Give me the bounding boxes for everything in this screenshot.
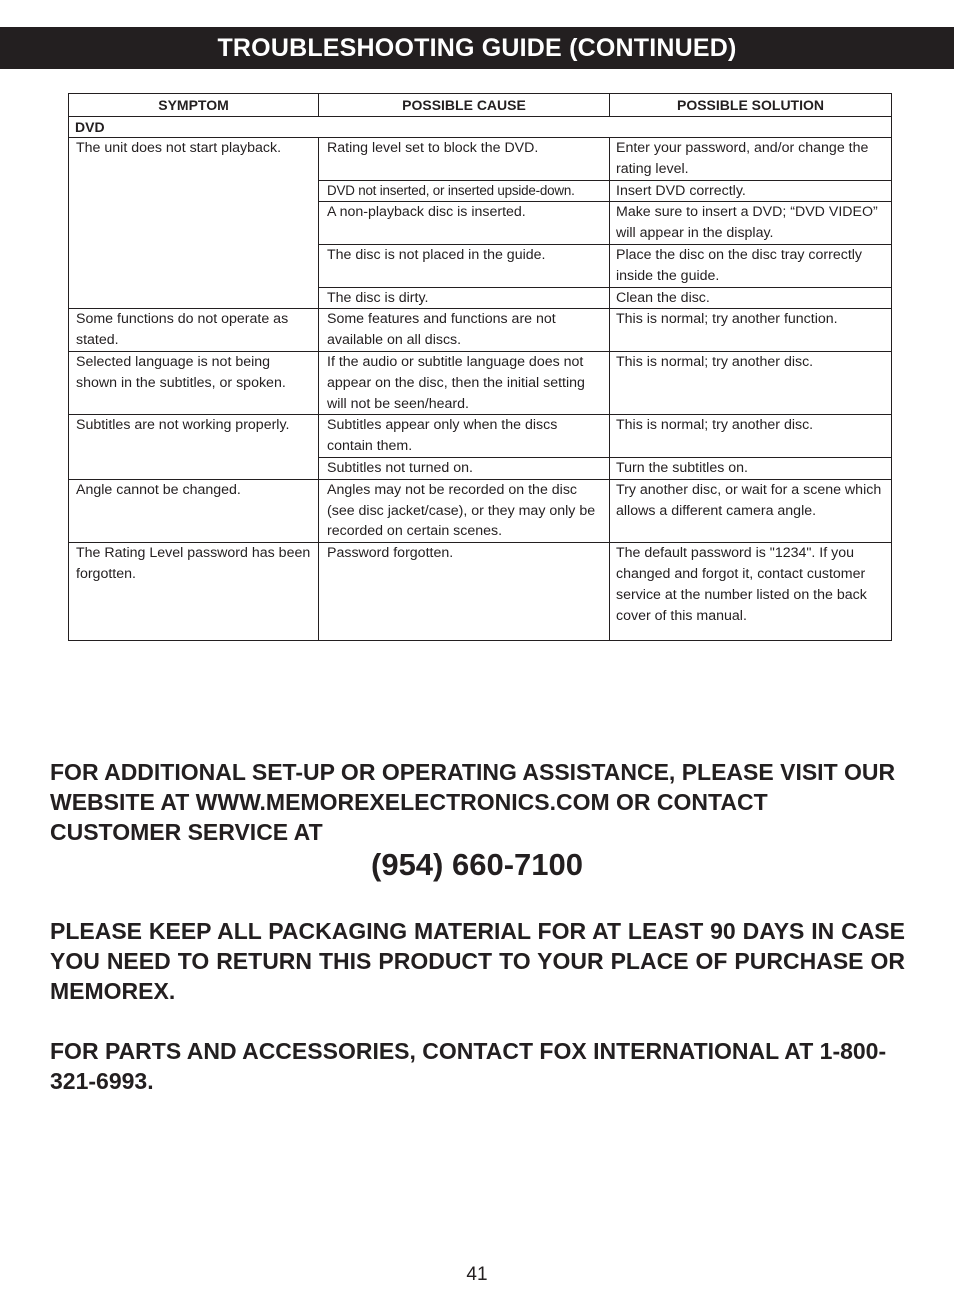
table-row [69,351,892,414]
table-header-row [69,94,892,117]
solution-cell: This is normal; try another function. [610,309,892,352]
page-number: 41 [466,1264,488,1285]
symptom-cell: Angle cannot be changed. [69,479,319,542]
cause-cell: A non-playback disc is inserted. [319,202,610,245]
cause-cell: The disc is not placed in the guide. [319,244,610,287]
solution-cell: Turn the subtitles on. [610,457,892,479]
page-title: TROUBLESHOOTING GUIDE (CONTINUED) [217,33,737,62]
table-row [69,309,892,352]
solution-cell: Enter your password, and/or change the rating level. [610,138,892,181]
column-header-solution: POSSIBLE SOLUTION [610,94,892,117]
solution-cell: Make sure to insert a DVD; “DVD VIDEO” will appear in the display. [610,202,892,245]
parts-notice: FOR PARTS AND ACCESSORIES, CONTACT FOX INTERNATIONAL AT 1-800-321-6993. [50,1038,887,1094]
cause-cell: Password forgotten. [319,543,610,641]
symptom-cell: The unit does not start playback. [69,138,319,309]
solution-cell: The default password is "1234". If you changed and forgot it, contact customer service at the number listed on the back cover of this manual. [610,543,892,641]
column-header-cause: POSSIBLE CAUSE [319,94,610,117]
symptom-cell: The Rating Level password has been forgotten. [69,543,319,641]
table-row [69,479,892,542]
symptom-cell: Selected language is not being shown in the subtitles, or spoken. [69,351,319,414]
section-row [69,117,892,138]
column-header-symptom: SYMPTOM [69,94,319,117]
section-label-dvd: DVD [69,117,892,138]
table-row [69,415,892,458]
troubleshooting-table [68,93,892,641]
symptom-cell: Subtitles are not working properly. [69,415,319,479]
solution-cell: Place the disc on the disc tray correctly inside the guide. [610,244,892,287]
cause-cell: If the audio or subtitle language does not appear on the disc, then the initial setting will not be seen/heard. [319,351,610,414]
cause-cell: DVD not inserted, or inserted upside-down. [319,180,610,202]
header-bar [0,27,954,69]
cause-cell: Angles may not be recorded on the disc (see disc jacket/case), or they may only be recorded on certain scenes. [319,479,610,542]
table-row [69,543,892,641]
cause-cell: The disc is dirty. [319,287,610,309]
solution-cell: Try another disc, or wait for a scene which allows a different camera angle. [610,479,892,542]
cause-cell: Rating level set to block the DVD. [319,138,610,181]
symptom-cell: Some functions do not operate as stated. [69,309,319,352]
cause-cell: Some features and functions are not available on all discs. [319,309,610,352]
solution-cell: Clean the disc. [610,287,892,309]
cause-cell: Subtitles appear only when the discs contain them. [319,415,610,458]
table-row [69,138,892,181]
assistance-notice: FOR ADDITIONAL SET-UP OR OPERATING ASSISTANCE, PLEASE VISIT OUR WEBSITE AT WWW.MEMOREXELECTRONICS.COM OR CONTACT CUSTOMER SERVICE AT [50,759,896,845]
customer-service-phone: (954) 660-7100 [371,847,583,882]
solution-cell: This is normal; try another disc. [610,351,892,414]
packaging-notice: PLEASE KEEP ALL PACKAGING MATERIAL FOR AT LEAST 90 DAYS IN CASE YOU NEED TO RETURN THIS PRODUCT TO YOUR PLACE OF PURCHASE OR MEMOREX. [50,918,905,1004]
cause-cell: Subtitles not turned on. [319,457,610,479]
solution-cell: This is normal; try another disc. [610,415,892,458]
solution-cell: Insert DVD correctly. [610,180,892,202]
